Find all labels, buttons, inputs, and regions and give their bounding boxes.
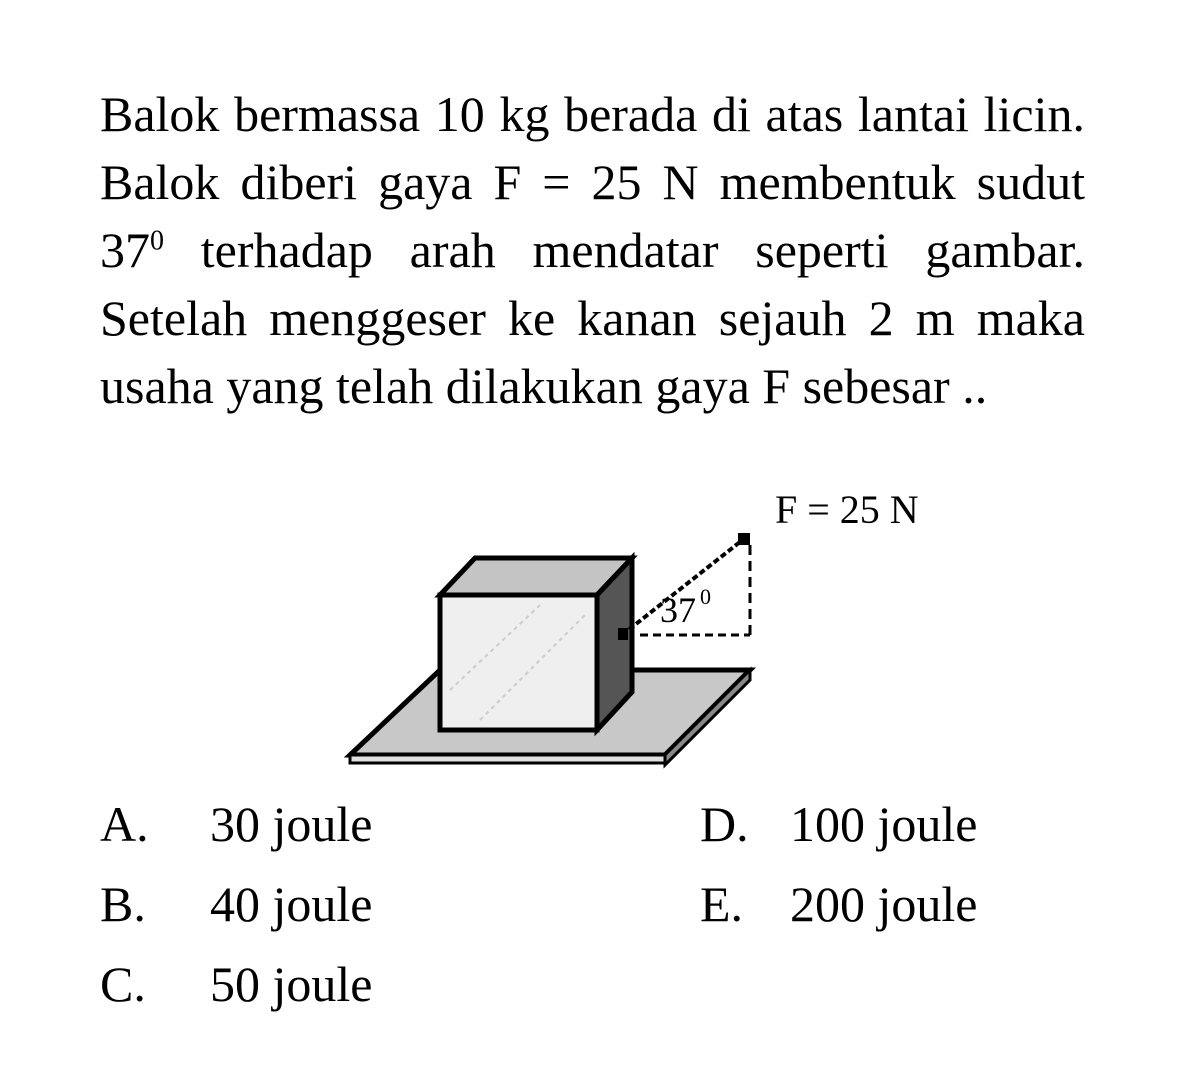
option-c[interactable] xyxy=(100,956,372,1012)
question-text xyxy=(100,80,1085,420)
option-letter: B. xyxy=(100,876,146,932)
force-label: F = 25 N xyxy=(775,487,919,532)
option-text: 40 joule xyxy=(210,876,373,932)
degree-superscript: 0 xyxy=(150,225,164,257)
option-d[interactable] xyxy=(700,796,977,852)
option-letter: C. xyxy=(100,956,146,1012)
option-text: 100 joule xyxy=(790,796,978,852)
option-letter: D. xyxy=(700,796,749,852)
option-b[interactable] xyxy=(100,876,372,932)
option-a[interactable] xyxy=(100,796,372,852)
option-letter: A. xyxy=(100,796,149,852)
angle-degree: 0 xyxy=(700,584,711,609)
option-text: 50 joule xyxy=(210,956,373,1012)
block xyxy=(440,558,632,730)
block-on-floor-diagram xyxy=(340,520,760,770)
question-part1: Balok bermassa 10 kg berada di atas lantai licin. Balok diberi gaya F = 25 N membentuk sudut 37 xyxy=(100,86,1085,278)
option-e[interactable] xyxy=(700,876,977,932)
option-text: 30 joule xyxy=(210,796,373,852)
option-letter: E. xyxy=(700,876,744,932)
question-part2: terhadap arah mendatar seperti gambar. Setelah menggeser ke kanan sejauh 2 m maka usaha yang telah dilakukan gaya F sebesar .. xyxy=(100,222,1085,414)
angle-label: 37 xyxy=(660,590,696,630)
force-vector xyxy=(618,533,750,640)
option-text: 200 joule xyxy=(790,876,978,932)
